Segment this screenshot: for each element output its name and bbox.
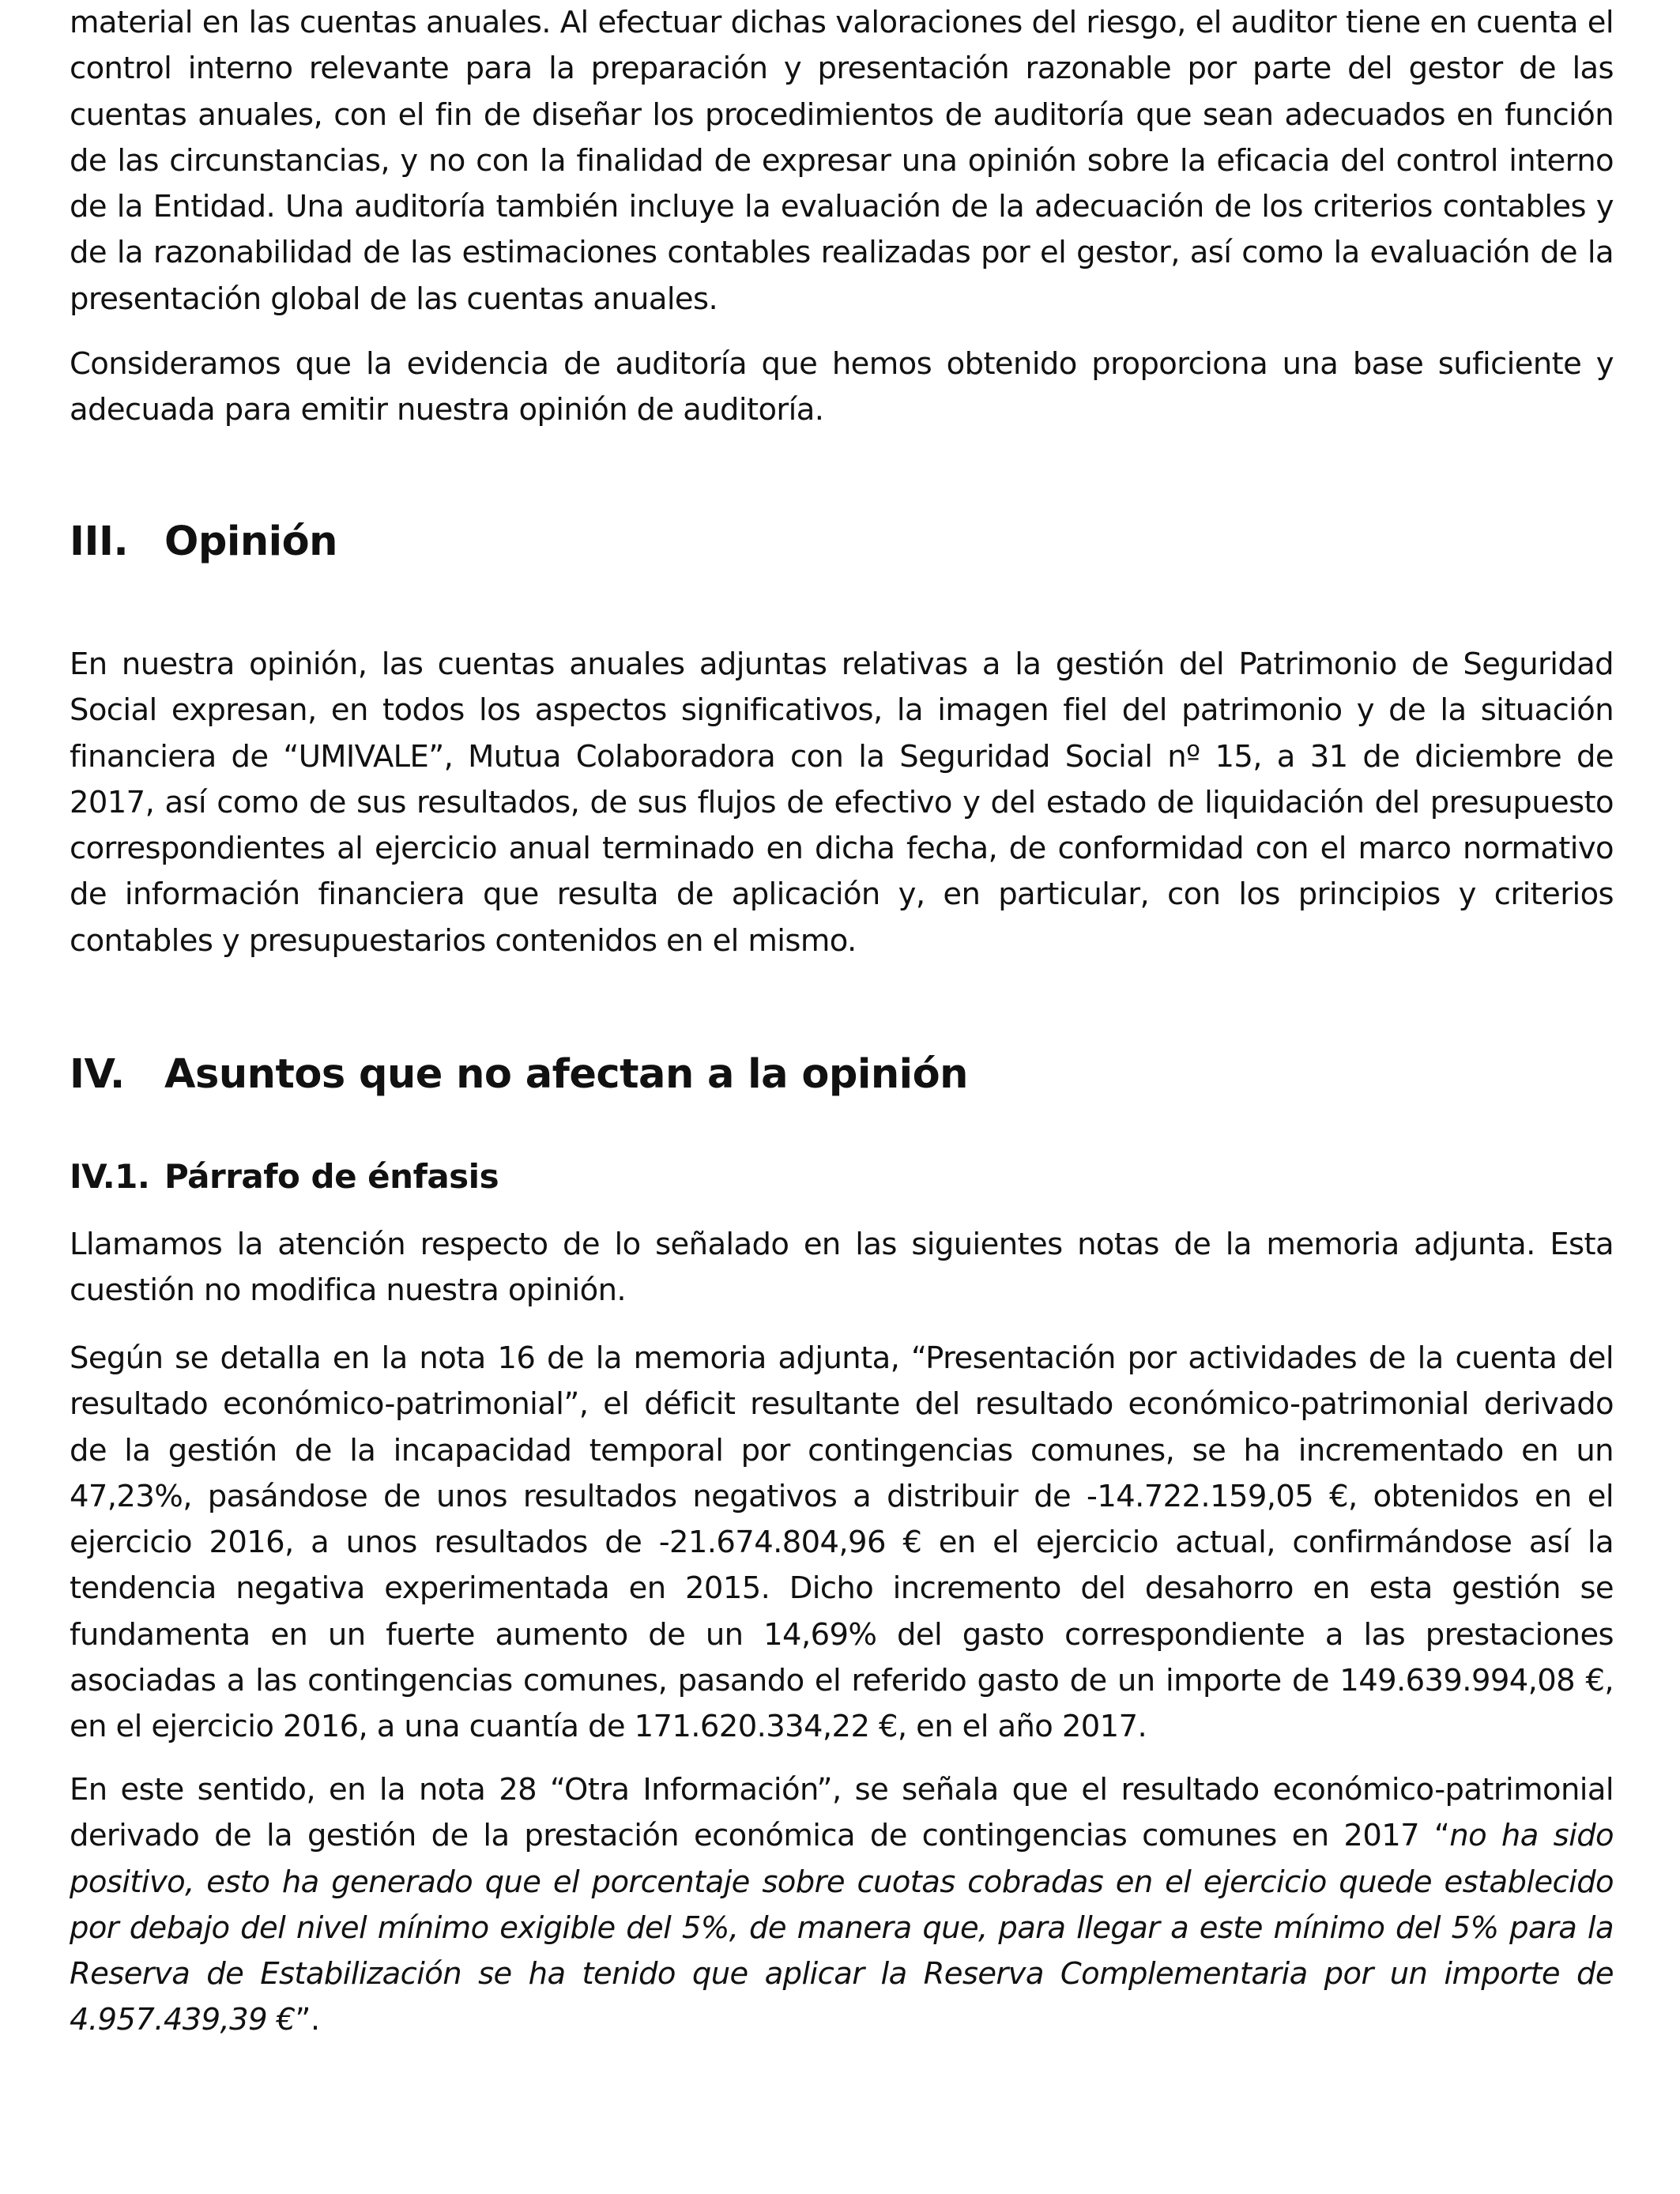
section-heading-matters bbox=[70, 1051, 968, 1099]
body-paragraph-risk-assessment: material en las cuentas anuales. Al efectuar dichas valoraciones del riesgo, el auditor tiene en cuenta el control interno relevante para la preparación y presentación razonable por parte del gestor de las cuentas anuales, con el fin de diseñar los procedimientos de auditoría que sean adecuados en función de las circunstancias, y no con la finalidad de expresar una opinión sobre la eficacia del control interno de la Entidad. Una auditoría también incluye la evaluación de la adecuación de los criterios contables y de la razonabilidad de las estimaciones contables realizadas por el gestor, así como la evaluación de la presentación global de las cuentas anuales. bbox=[70, 5, 1614, 317]
subsection-title: Párrafo de énfasis bbox=[164, 1157, 499, 1196]
section-number: IV. bbox=[70, 1051, 125, 1098]
body-paragraph-note-16: Según se detalla en la nota 16 de la memoria adjunta, “Presentación por actividades de la cuenta del resultado económico-patrimonial”, el déficit resultante del resultado económico-patrimonial derivado de la gestión de la incapacidad temporal por contingencias comunes, se ha incrementado en un 47,23%, pasándose de unos resultados negativos a distribuir de -14.722.159,05 €, obtenidos en el ejercicio 2016, a unos resultados de -21.674.804,96 € en el ejercicio actual, confirmándose así la tendencia negativa experimentada en 2015. Dicho incremento del desahorro en esta gestión se fundamenta en un fuerte aumento de un 14,69% del gasto correspondiente a las prestaciones asociadas a las contingencias comunes, pasando el referido gasto de un importe de 149.639.994,08 €, en el ejercicio 2016, a una cuantía de 171.620.334,22 €, en el año 2017. bbox=[70, 1340, 1614, 1745]
section-title: Asuntos que no afectan a la opinión bbox=[164, 1051, 968, 1098]
subsection-number: IV.1. bbox=[70, 1157, 150, 1196]
section-number: III. bbox=[70, 518, 129, 565]
section-title: Opinión bbox=[164, 518, 337, 565]
body-paragraph-opinion: En nuestra opinión, las cuentas anuales adjuntas relativas a la gestión del Patrimonio de Seguridad Social expresan, en todos los aspectos significativos, la imagen fiel del patrimonio y de la situación financiera de “UMIVALE”, Mutua Colaboradora con la Seguridad Social nº 15, a 31 de diciembre de 2017, así como de sus resultados, de sus flujos de efectivo y del estado de liquidación del presupuesto correspondientes al ejercicio anual terminado en dicha fecha, de conformidad con el marco normativo de información financiera que resulta de aplicación y, en particular, con los principios y criterios contables y presupuestarios contenidos en el mismo. bbox=[70, 647, 1614, 959]
body-paragraph-note-28 bbox=[70, 1767, 1614, 2044]
body-paragraph-audit-evidence: Consideramos que la evidencia de auditoría que hemos obtenido proporciona una base suficiente y adecuada para emitir nuestra opinión de auditoría. bbox=[70, 346, 1614, 428]
note-28-outro: ”. bbox=[295, 2002, 320, 2038]
section-heading-opinion bbox=[70, 518, 337, 566]
subsection-heading-emphasis bbox=[70, 1155, 499, 1198]
note-28-intro: En este sentido, en la nota 28 “Otra Información”, se señala que el resultado económico-patrimonial derivado de la gestión de la prestación económica de contingencias comunes en 2017 “ bbox=[70, 1772, 1614, 1854]
body-paragraph-attention: Llamamos la atención respecto de lo señalado en las siguientes notas de la memoria adjunta. Esta cuestión no modifica nuestra opinión. bbox=[70, 1227, 1614, 1309]
note-28-quote: no ha sido positivo, esto ha generado que el porcentaje sobre cuotas cobradas en el ejercicio quede establecido por debajo del nivel mínimo exigible del 5%, de manera que, para llegar a este mínimo del 5% para la Reserva de Estabilización se ha tenido que aplicar la Reserva Complementaria por un importe de 4.957.439,39 € bbox=[70, 1818, 1614, 2038]
